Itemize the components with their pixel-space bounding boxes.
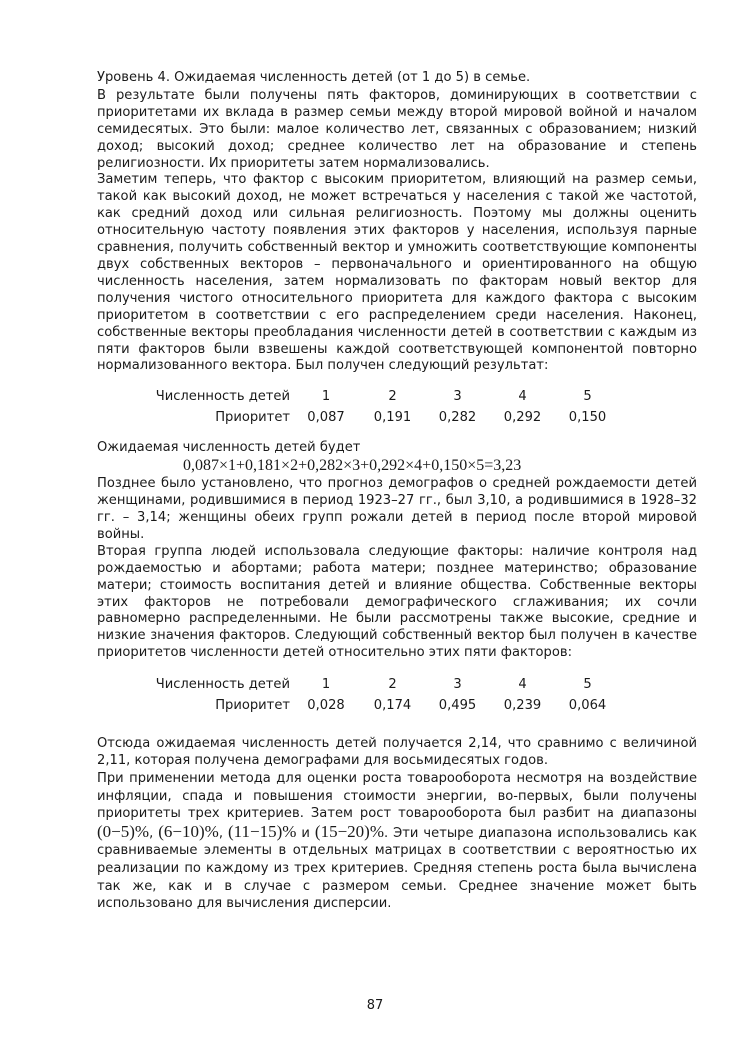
- table1-row1-label: Численность детей: [155, 389, 290, 405]
- paragraph-turnover: [97, 770, 697, 913]
- table2-col: 4: [518, 677, 527, 693]
- table2-val: 0,174: [373, 698, 412, 714]
- paragraph-frequency: Заметим теперь, что фактор с высоким приоритетом, влияющий на размер семьи, такой как высокий доход, не может встречаться у населения с такой же частотой, как средний доход или сильная религиозность. Поэтому мы должны оценить относительную частоту появления этих факторов у населения, используя парные сравнения, получить собственный вектор и умножить соответствующие компоненты двух собственных векторов – первоначального и ориентированного на общую численность населения, затем нормализовать по факторам новый вектор для получения чистого относительного приоритета для каждого фактора с высоким приоритетом в соответствии с его распределением среди населения. Наконец, собственные векторы преобладания численности детей в соответствии с каждым из пяти факторов были взвешены каждой соответствующей компонентой повторно нормализованного вектора. Был получен следующий результат:: [97, 172, 697, 374]
- table1-row2-label: Приоритет: [215, 410, 290, 426]
- table2-col: 1: [321, 677, 331, 693]
- table2-val: 0,028: [307, 698, 345, 714]
- table1-col: 1: [321, 389, 331, 405]
- table2-col: 2: [388, 677, 397, 693]
- turnover-text-start: При применении метода для оценки роста товарооборота несмотря на воздействие инфляции, спада и повышения стоимости энергии, во-первых, были получены приоритеты трех критериев. Затем рост товарооборота был разбит на диапазоны: [97, 771, 697, 822]
- table1-col: 5: [583, 389, 592, 405]
- page-body: [97, 70, 697, 913]
- table1-col: 2: [388, 389, 397, 405]
- table1-val: 0,087: [307, 410, 345, 426]
- page-number: 87: [366, 998, 384, 1013]
- table1-col: 3: [453, 389, 462, 405]
- range-separator: ,: [149, 825, 159, 841]
- priority-table-1: [152, 386, 697, 428]
- paragraph-second-group: Вторая группа людей использовала следующие факторы: наличие контроля над рождаемостью и абортами; работа матери; позднее материнство; образование матери; стоимость воспитания детей и влияние общества. Собственные векторы этих факторов не потребовали демографического сглаживания; их сочли равномерно распределенными. Не были рассмотрены также высокие, средние и низкие значения факторов. Следующий собственный вектор был получен в качестве приоритетов численности детей относительно этих пяти факторов:: [97, 543, 697, 661]
- turnover-text-end: . Эти четыре диапазона использовались как сравниваемые элементы в отдельных матрицах в соответствии с вероятностью их реализации по каждому из трех критериев. Средняя степень роста была вычислена так же, как и в случае с размером семьи. Среднее значение может быть использовано для вычисления дисперсии.: [97, 825, 697, 912]
- table1-val: 0,150: [568, 410, 607, 426]
- table2-row2-label: Приоритет: [215, 698, 290, 714]
- table1-col: 4: [518, 389, 527, 405]
- expected-label: Ожидаемая численность детей будет: [97, 440, 361, 456]
- table2-col: 5: [583, 677, 592, 693]
- range-15-20: (15−20)%: [314, 821, 384, 841]
- priority-table-2: [152, 674, 697, 716]
- table2-row1-label: Численность детей: [155, 677, 290, 693]
- table1-val: 0,282: [438, 410, 477, 426]
- table2-col: 3: [453, 677, 462, 693]
- table1-val: 0,292: [503, 410, 542, 426]
- level-line: Уровень 4. Ожидаемая численность детей (от 1 до 5) в семье.: [97, 70, 531, 85]
- expected-formula: 0,087×1+0,181×2+0,282×3+0,292×4+0,150×5=3,23: [183, 457, 522, 475]
- table2-val: 0,495: [438, 698, 477, 714]
- range-6-10: (6−10)%: [158, 821, 219, 841]
- range-conjunction: и: [296, 825, 315, 841]
- paragraph-forecast: Позднее было установлено, что прогноз демографов о средней рождаемости детей женщинами, родившимися в период 1923–27 гг., был 3,10, а родившимися в 1928–32 гг. – 3,14; женщины обеих групп рожали детей в период после второй мировой войны.: [97, 476, 697, 542]
- paragraph-result: Отсюда ожидаемая численность детей получается 2,14, что сравнимо с величиной 2,11, которая получена демографами для восьмидесятых годов.: [97, 736, 697, 769]
- range-0-5: (0−5)%: [97, 821, 150, 841]
- table1-val: 0,191: [373, 410, 412, 426]
- range-11-15: (11−15)%: [227, 821, 297, 841]
- table2-val: 0,239: [503, 698, 542, 714]
- table2-val: 0,064: [568, 698, 607, 714]
- range-separator: ,: [218, 825, 228, 841]
- paragraph-factors: В результате были получены пять факторов, доминирующих в соответствии с приоритетами их вклада в размер семьи между второй мировой войной и началом семидесятых. Это были: малое количество лет, связанных с образованием; низкий доход; высокий доход; среднее количество лет на образование и степень религиозности. Их приоритеты затем нормализовались.: [97, 87, 697, 171]
